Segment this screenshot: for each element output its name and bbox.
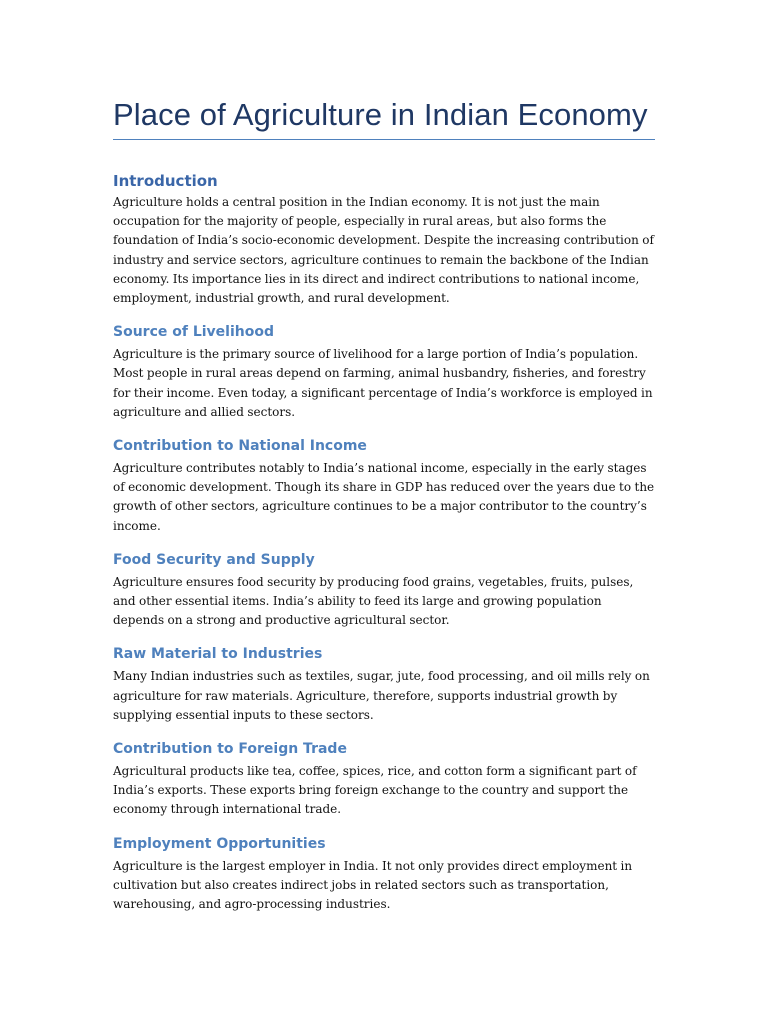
section-introduction <box>113 171 655 308</box>
section-raw-material-to-industries <box>113 644 655 725</box>
section-heading: Employment Opportunities <box>113 835 326 852</box>
section-source-of-livelihood <box>113 322 655 422</box>
section-food-security-and-supply <box>113 550 655 631</box>
section-contribution-to-national-income <box>113 436 655 536</box>
section-heading: Contribution to Foreign Trade <box>113 741 347 758</box>
section-heading: Source of Livelihood <box>113 324 274 341</box>
section-paragraph: Agriculture contributes notably to India’s national income, especially in the early stages of economic development. Though its share in GDP has reduced over the years due to the growth of other sectors, agriculture continues to be a major contributor to the country’s income. <box>113 461 655 533</box>
section-paragraph: Agriculture is the primary source of livelihood for a large portion of India’s population. Most people in rural areas depend on farming, animal husbandry, fisheries, and forestry for their income. Even today, a significant percentage of India’s workforce is employed in agriculture and allied sectors. <box>113 347 653 419</box>
section-heading: Raw Material to Industries <box>113 646 323 663</box>
section-paragraph: Agriculture ensures food security by producing food grains, vegetables, fruits, pulses, and other essential items. India’s ability to feed its large and growing population depends on a strong and productive agricultural sector. <box>113 574 634 628</box>
section-heading: Contribution to National Income <box>113 438 367 455</box>
section-paragraph: Agriculture is the largest employer in India. It not only provides direct employment in cultivation but also creates indirect jobs in related sectors such as transportation, warehousing, and agro-processing industries. <box>113 858 633 912</box>
document-page <box>113 96 655 914</box>
section-paragraph: Many Indian industries such as textiles, sugar, jute, food processing, and oil mills rely on agriculture for raw materials. Agriculture, therefore, supports industrial growth by supplying essential inputs to these sectors. <box>113 669 650 722</box>
section-heading: Food Security and Supply <box>113 551 315 568</box>
section-heading: Introduction <box>113 172 218 190</box>
section-employment-opportunities <box>113 834 655 915</box>
section-paragraph: Agriculture holds a central position in the Indian economy. It is not just the main occupation for the majority of people, especially in rural areas, but also forms the foundation of India’s socio-economic development. Despite the increasing contribution of industry and service sectors, agriculture continues to remain the backbone of the Indian economy. Its importance lies in its direct and indirect contributions to national income, employment, industrial growth, and rural development. <box>113 195 654 306</box>
document-title: Place of Agriculture in Indian Economy <box>113 96 655 140</box>
section-contribution-to-foreign-trade <box>113 739 655 820</box>
section-paragraph: Agricultural products like tea, coffee, spices, rice, and cotton form a significant part of India’s exports. These exports bring foreign exchange to the country and support the economy through international trade. <box>113 764 637 817</box>
